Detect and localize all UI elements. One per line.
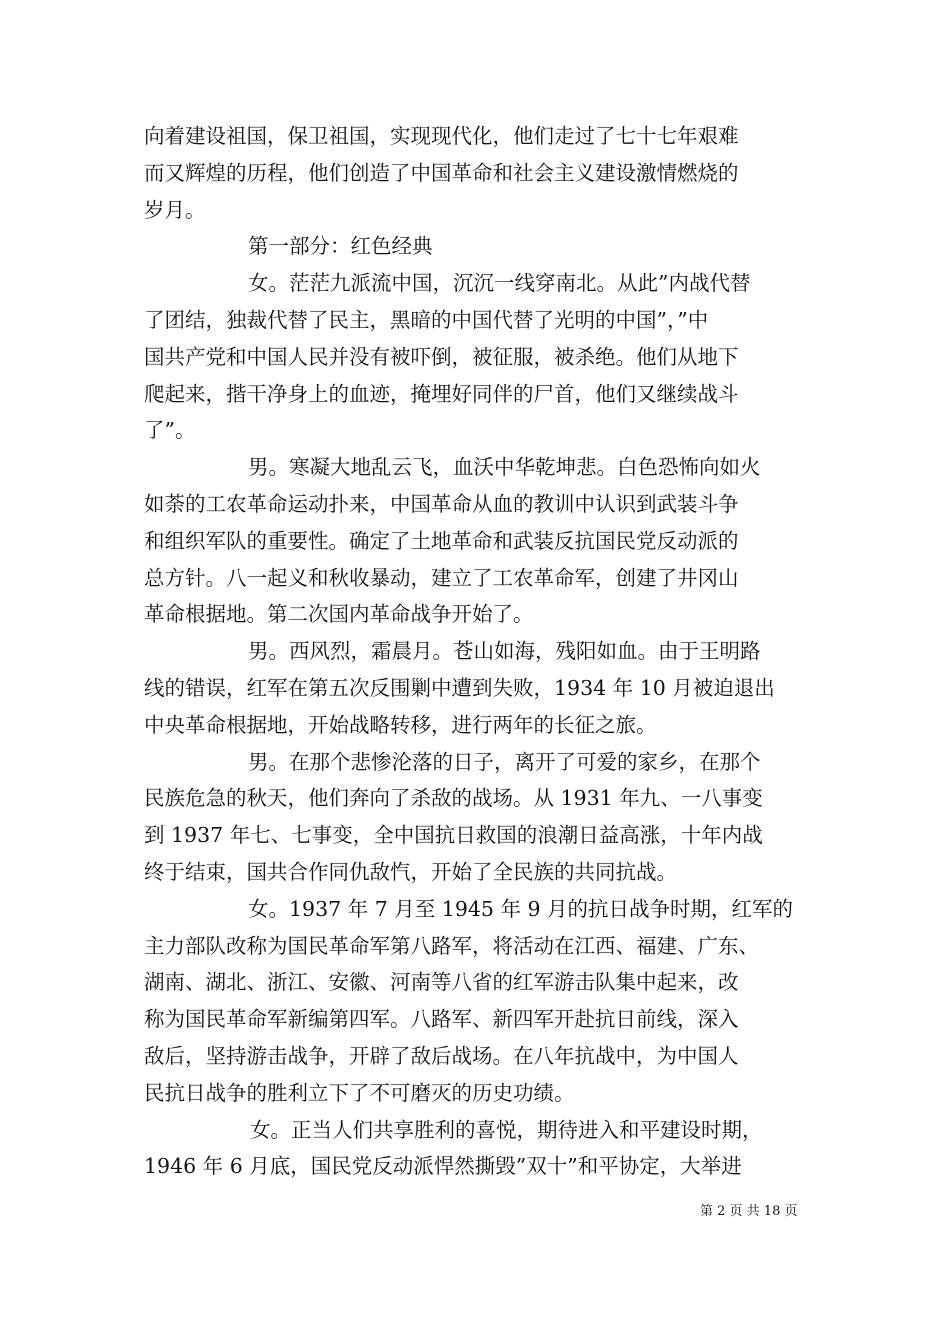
text-line: 女。正当人们共享胜利的喜悦，期待进入和平建设时期， <box>250 1117 763 1142</box>
text-line: 民抗日战争的胜利立下了不可磨灭的历史功绩。 <box>144 1080 575 1105</box>
text-line: 民族危急的秋天，他们奔向了杀敌的战场。从 1931 年九、一八事变 <box>144 786 763 811</box>
text-line: 男。寒凝大地乱云飞，血沃中华乾坤悲。白色恐怖向如火 <box>248 455 761 480</box>
text-line: 了团结，独裁代替了民主，黑暗的中国代替了光明的中国”，”中 <box>144 307 709 332</box>
text-line: 男。在那个悲惨沦落的日子，离开了可爱的家乡，在那个 <box>248 749 761 774</box>
text-line: 女。茫茫九派流中国，沉沉一线穿南北。从此”内战代替 <box>248 271 751 296</box>
text-line: 中央革命根据地，开始战略转移，进行两年的长征之旅。 <box>144 712 657 737</box>
text-line: 了”。 <box>144 418 196 443</box>
text-line: 革命根据地。第二次国内革命战争开始了。 <box>144 602 534 627</box>
text-line: 敌后，坚持游击战争，开辟了敌后战场。在八年抗战中，为中国人 <box>144 1043 739 1068</box>
text-line: 而又辉煌的历程，他们创造了中国革命和社会主义建设激情燃烧的 <box>144 160 739 185</box>
text-line: 和组织军队的重要性。确定了土地革命和武装反抗国民党反动派的 <box>144 528 739 553</box>
text-line: 男。西风烈，霜晨月。苍山如海，残阳如血。由于王明路 <box>248 639 761 664</box>
text-line: 到 1937 年七、七事变，全中国抗日救国的浪潮日益高涨，十年内战 <box>144 823 763 848</box>
text-line: 女。1937 年 7 月至 1945 年 9 月的抗日战争时期，红军的 <box>248 896 794 921</box>
text-line: 爬起来，揩干净身上的血迹，掩埋好同伴的尸首，他们又继续战斗 <box>144 381 739 406</box>
text-line: 终于结束，国共合作同仇敌忾，开始了全民族的共同抗战。 <box>144 859 677 884</box>
section-heading: 第一部分：红色经典 <box>248 234 433 259</box>
text-line: 称为国民革命军新编第四军。八路军、新四军开赴抗日前线，深入 <box>144 1007 739 1032</box>
text-line: 湖南、湖北、浙江、安徽、河南等八省的红军游击队集中起来，改 <box>144 970 739 995</box>
page-number-footer: 第 2 页 共 18 页 <box>700 1204 798 1219</box>
text-line: 主力部队改称为国民革命军第八路军，将活动在江西、福建、广东、 <box>144 933 759 958</box>
text-line: 线的错误，红军在第五次反围剿中遭到失败，1934 年 10 月被迫退出 <box>144 675 775 700</box>
text-line: 如荼的工农革命运动扑来，中国革命从血的教训中认识到武装斗争 <box>144 491 739 516</box>
document-body <box>144 118 814 1185</box>
text-line: 向着建设祖国，保卫祖国，实现现代化，他们走过了七十七年艰难 <box>144 124 739 148</box>
text-line: 国共产党和中国人民并没有被吓倒，被征服，被杀绝。他们从地下 <box>144 344 739 369</box>
text-line: 总方针。八一起义和秋收暴动，建立了工农革命军，创建了井冈山 <box>144 565 739 590</box>
text-line: 1946 年 6 月底，国民党反动派悍然撕毁”双十”和平协定，大举进 <box>144 1154 742 1179</box>
text-line: 岁月。 <box>144 197 206 222</box>
